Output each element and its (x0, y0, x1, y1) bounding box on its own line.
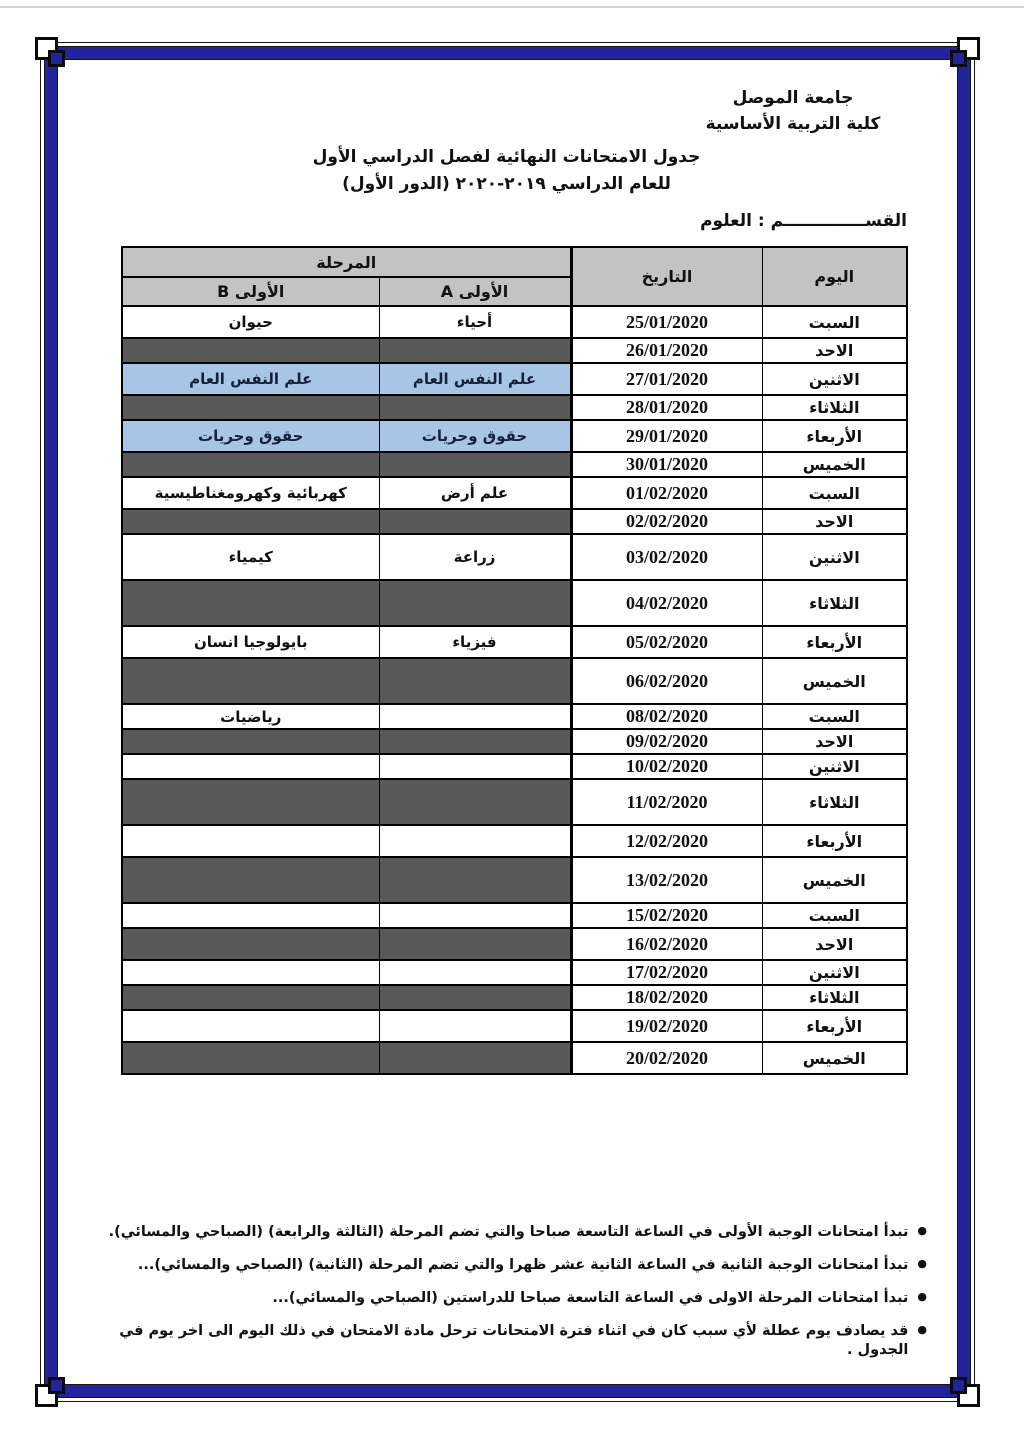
date-cell: 17/02/2020 (571, 960, 762, 985)
table-row (122, 729, 907, 754)
table-row (122, 580, 907, 626)
subject-a-cell (379, 704, 571, 729)
day-cell: الأربعاء (762, 420, 907, 452)
table-row (122, 825, 907, 857)
page-content (56, 59, 957, 1383)
footnote-item (97, 1289, 927, 1307)
day-cell: الأربعاء (762, 626, 907, 658)
day-cell: الاثنين (762, 754, 907, 779)
subject-b-cell (122, 779, 379, 825)
subject-b-cell: علم النفس العام (122, 363, 379, 395)
schedule-body (122, 306, 907, 1074)
day-cell: الثلاثاء (762, 985, 907, 1010)
title-line-1: جدول الامتحانات النهائية لفصل الدراسي الأول (312, 146, 701, 167)
date-cell: 15/02/2020 (571, 903, 762, 928)
subject-a-cell (379, 928, 571, 960)
date-cell: 16/02/2020 (571, 928, 762, 960)
corner-square-icon (950, 1377, 967, 1394)
scan-artifact-line (0, 6, 1024, 8)
date-cell: 01/02/2020 (571, 477, 762, 509)
table-row (122, 928, 907, 960)
table-row (122, 509, 907, 534)
footnote-item (97, 1322, 927, 1358)
table-row (122, 338, 907, 363)
subject-b-cell (122, 903, 379, 928)
subject-a-cell (379, 779, 571, 825)
subject-a-cell (379, 857, 571, 903)
footnote-text: تبدأ امتحانات المرحلة الاولى في الساعة التاسعة صباحا للدراستين (الصباحي والمسائي)... (272, 1290, 909, 1307)
date-cell: 06/02/2020 (571, 658, 762, 704)
day-cell: الاثنين (762, 960, 907, 985)
bullet-icon: ● (917, 1257, 927, 1271)
subject-b-cell (122, 1042, 379, 1074)
subject-b-cell: حقوق وحريات (122, 420, 379, 452)
table-row (122, 420, 907, 452)
footnote-text: تبدأ امتحانات الوجبة الثانية في الساعة الثانية عشر ظهرا والتي تضم المرحلة (الثانية) (الصباحي والمسائي)... (137, 1257, 909, 1274)
table-row (122, 534, 907, 580)
stage-b-header: الأولى B (122, 277, 379, 306)
date-cell: 28/01/2020 (571, 395, 762, 420)
subject-a-cell (379, 580, 571, 626)
letterhead (671, 85, 915, 138)
day-cell: السبت (762, 477, 907, 509)
table-row (122, 363, 907, 395)
day-cell: الاحد (762, 509, 907, 534)
subject-b-cell: رياضيات (122, 704, 379, 729)
subject-a-cell: حقوق وحريات (379, 420, 571, 452)
table-row (122, 452, 907, 477)
subject-b-cell (122, 857, 379, 903)
subject-b-cell (122, 509, 379, 534)
table-row (122, 306, 907, 338)
footnote-text: قد يصادف يوم عطلة لأي سبب كان في اثناء فترة الامتحانات ترحل مادة الامتحان في ذلك اليوم الى اخر يوم في الجدول . (119, 1323, 909, 1358)
date-cell: 19/02/2020 (571, 1010, 762, 1042)
stage-group-header: المرحلة (122, 247, 571, 277)
subject-a-cell (379, 395, 571, 420)
date-cell: 29/01/2020 (571, 420, 762, 452)
day-cell: الخميس (762, 1042, 907, 1074)
day-cell: الاحد (762, 928, 907, 960)
subject-a-cell (379, 338, 571, 363)
day-cell: الاثنين (762, 534, 907, 580)
date-cell: 27/01/2020 (571, 363, 762, 395)
border-corner-ornament (39, 41, 73, 75)
bullet-icon: ● (917, 1323, 927, 1337)
date-cell: 04/02/2020 (571, 580, 762, 626)
subject-b-cell: كيمياء (122, 534, 379, 580)
day-column-header: اليوم (762, 247, 907, 306)
bullet-icon: ● (917, 1224, 927, 1238)
subject-b-cell (122, 928, 379, 960)
subject-b-cell (122, 658, 379, 704)
date-cell: 25/01/2020 (571, 306, 762, 338)
corner-square-icon (48, 50, 65, 67)
subject-a-cell (379, 452, 571, 477)
subject-b-cell: حيوان (122, 306, 379, 338)
table-row (122, 1010, 907, 1042)
subject-a-cell (379, 960, 571, 985)
footnotes-list (97, 1223, 927, 1359)
subject-b-cell (122, 729, 379, 754)
table-header (122, 247, 907, 306)
table-row (122, 903, 907, 928)
corner-square-icon (48, 1377, 65, 1394)
day-cell: الخميس (762, 452, 907, 477)
day-cell: السبت (762, 903, 907, 928)
day-cell: السبت (762, 306, 907, 338)
department-line: القســــــــــــــم : العلوم (700, 211, 907, 232)
subject-a-cell (379, 729, 571, 754)
subject-b-cell (122, 985, 379, 1010)
subject-a-cell (379, 658, 571, 704)
date-cell: 11/02/2020 (571, 779, 762, 825)
table-row (122, 754, 907, 779)
subject-a-cell (379, 825, 571, 857)
table-row (122, 779, 907, 825)
subject-b-cell: كهربائية وكهرومغناطيسية (122, 477, 379, 509)
border-corner-ornament (39, 1369, 73, 1403)
college-name: كلية التربية الأساسية (705, 114, 881, 135)
date-column-header: التاريخ (571, 247, 762, 306)
table-row (122, 658, 907, 704)
day-cell: الثلاثاء (762, 580, 907, 626)
subject-b-cell (122, 452, 379, 477)
date-cell: 09/02/2020 (571, 729, 762, 754)
subject-a-cell (379, 985, 571, 1010)
border-corner-ornament (942, 41, 976, 75)
subject-b-cell (122, 338, 379, 363)
table-row (122, 477, 907, 509)
table-row (122, 1042, 907, 1074)
title-line-2: للعام الدراسي ٢٠١٩-٢٠٢٠ (الدور الأول) (342, 173, 671, 194)
date-cell: 18/02/2020 (571, 985, 762, 1010)
subject-a-cell: أحياء (379, 306, 571, 338)
date-cell: 30/01/2020 (571, 452, 762, 477)
table-row (122, 395, 907, 420)
subject-a-cell (379, 903, 571, 928)
stage-a-header: الأولى A (379, 277, 571, 306)
date-cell: 26/01/2020 (571, 338, 762, 363)
table-row (122, 960, 907, 985)
document-title (56, 144, 957, 198)
subject-a-cell: فيزياء (379, 626, 571, 658)
date-cell: 02/02/2020 (571, 509, 762, 534)
exam-schedule-table (121, 246, 908, 1075)
university-name: جامعة الموصل (732, 88, 854, 108)
date-cell: 12/02/2020 (571, 825, 762, 857)
date-cell: 08/02/2020 (571, 704, 762, 729)
table-row (122, 704, 907, 729)
date-cell: 13/02/2020 (571, 857, 762, 903)
footnote-text: تبدأ امتحانات الوجبة الأولى في الساعة التاسعة صباحا والتي تضم المرحلة (الثالثة والرابعة) (الصباحي والمسائي). (108, 1224, 909, 1241)
subject-b-cell (122, 395, 379, 420)
day-cell: الثلاثاء (762, 395, 907, 420)
date-cell: 03/02/2020 (571, 534, 762, 580)
subject-a-cell: علم النفس العام (379, 363, 571, 395)
day-cell: الأربعاء (762, 825, 907, 857)
subject-a-cell: علم أرض (379, 477, 571, 509)
subject-b-cell (122, 580, 379, 626)
subject-a-cell (379, 1010, 571, 1042)
subject-b-cell (122, 754, 379, 779)
day-cell: الأربعاء (762, 1010, 907, 1042)
table-row (122, 626, 907, 658)
subject-b-cell (122, 1010, 379, 1042)
subject-a-cell (379, 509, 571, 534)
corner-square-icon (950, 50, 967, 67)
subject-b-cell (122, 825, 379, 857)
subject-a-cell: زراعة (379, 534, 571, 580)
day-cell: الاثنين (762, 363, 907, 395)
border-corner-ornament (942, 1369, 976, 1403)
date-cell: 20/02/2020 (571, 1042, 762, 1074)
day-cell: الثلاثاء (762, 779, 907, 825)
day-cell: الاحد (762, 338, 907, 363)
day-cell: الخميس (762, 857, 907, 903)
day-cell: السبت (762, 704, 907, 729)
date-cell: 10/02/2020 (571, 754, 762, 779)
day-cell: الاحد (762, 729, 907, 754)
bullet-icon: ● (917, 1290, 927, 1304)
subject-b-cell (122, 960, 379, 985)
footnote-item (97, 1256, 927, 1274)
subject-a-cell (379, 754, 571, 779)
subject-b-cell: بايولوجيا انسان (122, 626, 379, 658)
subject-a-cell (379, 1042, 571, 1074)
date-cell: 05/02/2020 (571, 626, 762, 658)
footnote-item (97, 1223, 927, 1241)
table-row (122, 857, 907, 903)
table-row (122, 985, 907, 1010)
day-cell: الخميس (762, 658, 907, 704)
